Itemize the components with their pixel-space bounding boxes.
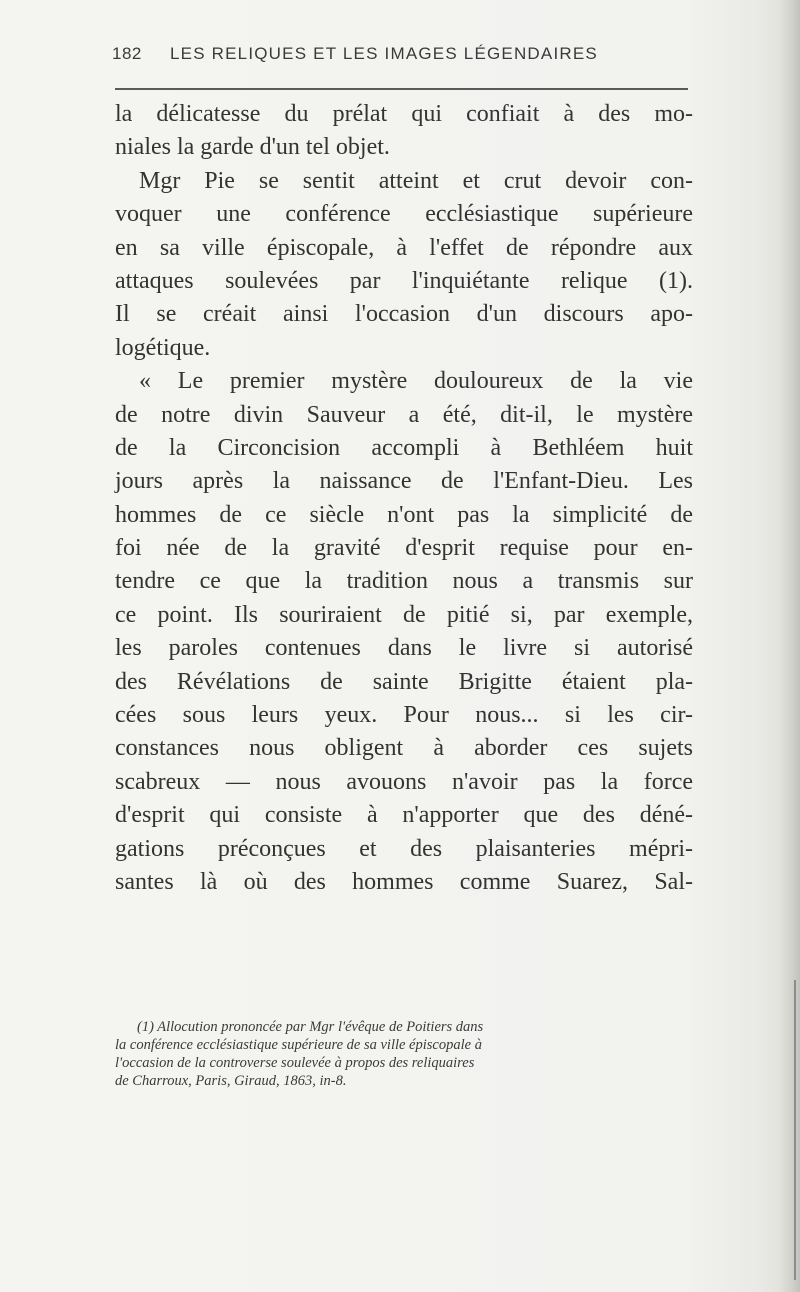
- text-line: gations préconçues et des plaisanteries mépri-: [115, 835, 693, 862]
- footnote-line: de Charroux, Paris, Giraud, 1863, in-8.: [115, 1073, 347, 1089]
- page-header: [112, 44, 712, 70]
- body-text: [115, 98, 765, 899]
- text-line: constances nous obligent à aborder ces sujets: [115, 735, 693, 762]
- text-line: jours après la naissance de l'Enfant-Dieu. Les: [115, 468, 693, 495]
- text-line: Il se créait ainsi l'occasion d'un discours apo-: [115, 301, 693, 328]
- text-line: tendre ce que la tradition nous a transmis sur: [115, 568, 693, 595]
- text-line: ce point. Ils souriraient de pitié si, par exemple,: [115, 601, 693, 628]
- text-line: attaques soulevées par l'inquiétante relique (1).: [115, 267, 693, 294]
- text-line: scabreux — nous avouons n'avoir pas la force: [115, 768, 693, 795]
- text-line: cées sous leurs yeux. Pour nous... si les cir-: [115, 702, 693, 729]
- text-line: les paroles contenues dans le livre si autorisé: [115, 635, 693, 662]
- text-line: santes là où des hommes comme Suarez, Sal-: [115, 868, 693, 895]
- page-edge-shadow: [778, 0, 800, 1292]
- text-line: logétique.: [115, 334, 211, 361]
- text-line: de notre divin Sauveur a été, dit-il, le mystère: [115, 401, 693, 428]
- text-line: la délicatesse du prélat qui confiait à des mo-: [115, 101, 693, 127]
- text-line: des Révélations de sainte Brigitte étaient pla-: [115, 668, 693, 695]
- text-line: foi née de la gravité d'esprit requise pour en-: [115, 535, 693, 562]
- footnote-line: la conférence ecclésiastique supérieure de sa ville épiscopale à: [115, 1037, 482, 1053]
- text-line: « Le premier mystère douloureux de la vie: [139, 368, 693, 395]
- text-line: de la Circoncision accompli à Bethléem huit: [115, 434, 693, 461]
- text-line: d'esprit qui consiste à n'apporter que des déné-: [115, 802, 693, 829]
- page-number: 182: [112, 44, 142, 63]
- text-line: hommes de ce siècle n'ont pas la simplicité de: [115, 501, 693, 528]
- footnote: [115, 1018, 765, 1090]
- header-rule: [115, 88, 688, 90]
- page-edge-line: [794, 980, 796, 1280]
- running-title: LES RELIQUES ET LES IMAGES LÉGENDAIRES: [170, 44, 598, 63]
- footnote-line: l'occasion de la controverse soulevée à propos des reliquaires: [115, 1055, 475, 1071]
- text-line: niales la garde d'un tel objet.: [115, 134, 390, 161]
- text-line: voquer une conférence ecclésiastique supérieure: [115, 201, 693, 228]
- footnote-line: (1) Allocution prononcée par Mgr l'évêque de Poitiers dans: [137, 1019, 484, 1035]
- text-line: Mgr Pie se sentit atteint et crut devoir con-: [139, 167, 693, 194]
- text-line: en sa ville épiscopale, à l'effet de répondre aux: [115, 234, 693, 261]
